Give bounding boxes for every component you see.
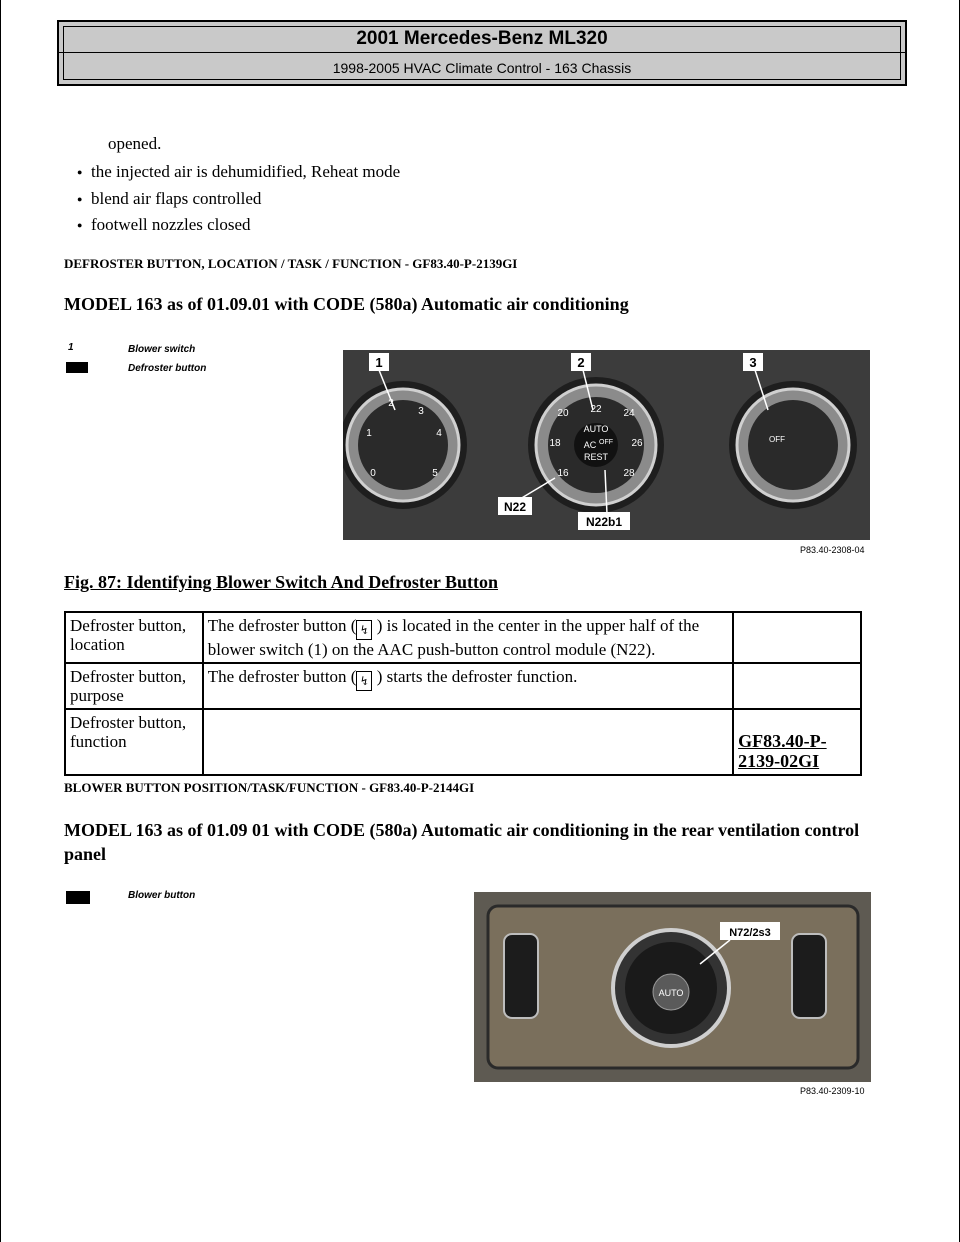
figure-caption: Fig. 87: Identifying Blower Switch And Defroster Button: [64, 572, 499, 592]
dial-auto: AUTO: [583, 424, 609, 434]
table-row: [65, 663, 861, 709]
cell-text-a: The defroster button (: [207, 616, 357, 635]
dial-number: 16: [557, 468, 569, 479]
photo-code-2: P83.40-2309-10: [800, 1086, 865, 1096]
control-panel-image: [343, 350, 870, 540]
dial-off-3: OFF: [769, 435, 785, 444]
dial-number: 2: [388, 398, 394, 409]
continued-text: opened.: [108, 134, 162, 153]
control-panel-photo: [343, 350, 870, 540]
bullet-item: ● the injected air is dehumidified, Reheat mode: [91, 162, 400, 182]
dial-off: OFF: [599, 439, 613, 446]
legend-blower-switch: Blower switch: [128, 344, 196, 355]
legend-blower-button: Blower button: [128, 890, 196, 901]
model-line-2: MODEL 163 as of 01.09 01 with CODE (580a) Automatic air conditioning in the rear ventilation control panel: [64, 820, 860, 864]
dial-number: 3: [418, 406, 424, 417]
header-subtitle: 1998-2005 HVAC Climate Control - 163 Chassis: [332, 60, 632, 76]
photo-label-n22: N22: [503, 500, 527, 514]
table-cell-link: [733, 709, 861, 775]
header-title: 2001 Mercedes-Benz ML320: [356, 28, 608, 49]
page-header: [57, 20, 907, 86]
dial-number: 28: [623, 468, 635, 479]
photo-label-2: 2: [577, 355, 585, 370]
dial-number: 1: [366, 428, 372, 439]
table-row: [65, 612, 861, 663]
dial-number: 24: [623, 408, 635, 419]
bullet-item: ● footwell nozzles closed: [91, 215, 251, 235]
table-cell-label: Defroster button, location: [65, 612, 203, 663]
dial-number: 20: [557, 408, 569, 419]
table-cell-text: [203, 709, 733, 775]
page-left-border: [0, 0, 1, 1242]
cell-text-b: ) is located in the center in the upper half of the blower switch (1) on the AAC push-button control module (N22).: [207, 616, 700, 659]
table-cell-text: [203, 663, 733, 709]
cell-text-a: The defroster button (: [207, 667, 357, 686]
dial-number: 18: [549, 438, 561, 449]
dial-number: 0: [370, 468, 376, 479]
photo-label-3: 3: [749, 355, 757, 370]
table-cell-link: [733, 612, 861, 663]
photo-code-1: P83.40-2308-04: [800, 545, 865, 555]
blower-icon: [66, 891, 90, 904]
legend-defroster-button: Defroster button: [128, 363, 207, 374]
model-line-1: MODEL 163 as of 01.09.01 with CODE (580a) Automatic air conditioning: [64, 294, 629, 314]
cell-text-b: ) starts the defroster function.: [372, 667, 578, 686]
table-cell-label: Defroster button, purpose: [65, 663, 203, 709]
legend-number: 1: [68, 342, 74, 353]
function-link[interactable]: GF83.40-P-2139-02GI: [738, 731, 827, 771]
defroster-icon: ↯: [356, 620, 372, 640]
rear-panel-photo: [474, 892, 871, 1082]
section-heading-blower: BLOWER BUTTON POSITION/TASK/FUNCTION - GF83.40-P-2144GI: [64, 780, 475, 795]
section-heading-defroster: DEFROSTER BUTTON, LOCATION / TASK / FUNCTION - GF83.40-P-2139GI: [64, 256, 518, 271]
table-cell-label: Defroster button, function: [65, 709, 203, 775]
dial-rest: REST: [583, 452, 609, 462]
table-cell-link: [733, 663, 861, 709]
bullet-item: ● blend air flaps controlled: [91, 189, 261, 209]
dial-number: 5: [432, 468, 438, 479]
dial-ac: AC: [583, 440, 597, 450]
defroster-spec-table: [64, 611, 862, 776]
photo-label-n72: N72/2s3: [729, 927, 771, 939]
rear-panel-image: [474, 892, 871, 1082]
defroster-icon: ↯: [356, 671, 372, 691]
photo-label-1: 1: [375, 355, 383, 370]
table-row: [65, 709, 861, 775]
defroster-icon: [66, 362, 88, 373]
photo-label-auto: AUTO: [658, 988, 684, 998]
dial-number: 26: [631, 438, 643, 449]
dial-number: 4: [436, 428, 442, 439]
dial-number: 22: [590, 404, 602, 415]
photo-label-n22b1: N22b1: [585, 515, 623, 529]
header-divider: [59, 52, 905, 53]
table-cell-text: [203, 612, 733, 663]
